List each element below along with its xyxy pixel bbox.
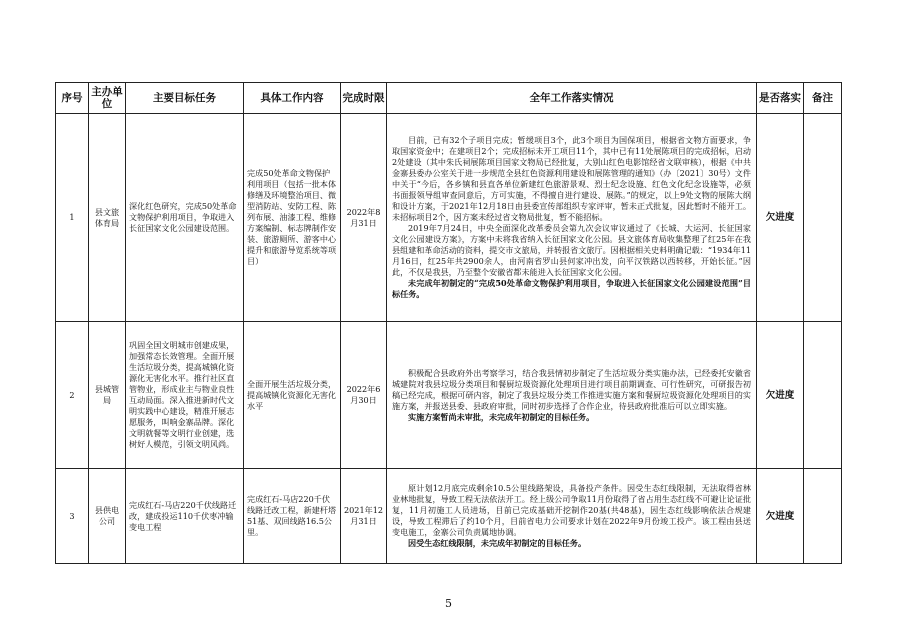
row-unit: 县文旅体育局 [89,114,126,322]
row-deadline: 2022年6月30日 [341,322,387,469]
row-progress [387,114,757,322]
row-seq: 2 [56,322,89,469]
row-status: 欠进度 [757,114,804,322]
row-content: 完成红石-马店220千伏线路迁改工程，新建杆塔51基、双回线路16.5公里。 [244,469,341,564]
header-status: 是否落实 [757,83,804,114]
row-goal: 完成红石-马店220千伏线路迁改，建成投运110千伏枣冲输变电工程 [126,469,244,564]
row-goal: 巩固全国文明城市创建成果，加强常态长效管理。全面开展生活垃圾分类，提高城镇化资源化无害化水平。推行社区直管物业，形成业主与物业良性互动局面。深入推进新时代文明实践中心建设，精准开展志愿服务，叫响金寨品牌。深化文明就餐等文明行业创建，选树好人模范，引领文明风尚。 [126,322,244,469]
row-seq: 3 [56,469,89,564]
header-goal: 主要目标任务 [126,83,244,114]
row-seq: 1 [56,114,89,322]
header-content: 具体工作内容 [244,83,341,114]
header-seq: 序号 [56,83,89,114]
header-deadline: 完成时限 [341,83,387,114]
table-row [56,114,842,322]
header-remark: 备注 [804,83,842,114]
row-remark [804,322,842,469]
row-content: 完成50处革命文物保护利用项目（包括一批本体修缮及环境整治项目、微型消防站、安防工程、陈列布展、油漆工程、维修方案编制、标志牌制作安装、旅游厕所、游客中心提升和旅游导览系统等项目） [244,114,341,322]
header-progress: 全年工作落实情况 [387,83,757,114]
work-progress-table [55,82,842,564]
progress-paragraph: 原计划12月底完成剩余10.5公里线路架设，具备投产条件。因受生态红线限制，无法取得省林业林地批复，导致工程无法依法开工。经上级公司争取11月份取得了省占用生态红线不可避让论证批复，11月初施工人员进场，目前已完成基础开挖制作20基(共48基)，因生态红线影响依法合规建设，导致工程滞后了约10个月，目前省电力公司要求计划在2022年9月份竣工投产。该工程由县送变电施工，金寨公司负责属地协调。 [392,483,751,537]
progress-paragraph: 积极配合县政府外出考察学习，结合我县情初步制定了生活垃圾分类实施办法，已经委托安徽省城建院对我县垃圾分类项目和餐厨垃圾资源化处理项目进行项目前期调查、可行性研究，可研报告初稿已经完成，根据可研内容，制定了我县垃圾分类工作推进实施方案和餐厨垃圾资源化处理项目的实施方案，并报送县委、县政府审批，同时初步选择了合作企业，待县政府批准后可以立即实施。 [392,367,751,411]
row-progress [387,469,757,564]
table-row [56,469,842,564]
progress-conclusion: 实施方案暂尚未审批，未完成年初制定的目标任务。 [408,411,595,422]
row-unit: 县供电公司 [89,469,126,564]
row-deadline: 2021年12月31日 [341,469,387,564]
row-deadline: 2022年8月31日 [341,114,387,322]
row-unit: 县城管局 [89,322,126,469]
row-content: 全面开展生活垃圾分类，提高城镇化资源化无害化水平 [244,322,341,469]
table-row [56,322,842,469]
row-progress [387,322,757,469]
row-remark [804,114,842,322]
progress-conclusion: 因受生态红线限制，未完成年初制定的目标任务。 [408,538,587,548]
row-status: 欠进度 [757,322,804,469]
progress-paragraph: 2019年7月24日，中央全面深化改革委员会第九次会议审议通过了《长城、大运河、长征国家文化公园建设方案》，方案中未将我省纳入长征国家文化公园。县文旅体育局收集整理了红25年在我县组建和革命活动的资料，提交市文旅局，并转报省文旅厅。因根据相关史料明确记载：“1934年11月16日，红25年共2900余人，由河南省罗山县何家冲出发，向平汉铁路以西转移，开始长征。”因此，不仅是我县，乃至整个安徽省都未能进入长征国家文化公园。 [392,223,751,277]
header-unit: 主办单位 [89,83,126,114]
row-goal: 深化红色研究，完成50处革命文物保护利用项目，争取进入长征国家文化公园建设范围。 [126,114,244,322]
progress-paragraph: 目前，已有32个子项目完成；暂缓项目3个，此3个项目为国保项目，根据省文物方面要求，争取国家资金中；在建项目2个；完成招标未开工项目11个，其中已有11处展陈项目的完成招标，启动2处建设（其中朱氏祠展陈项目国家文物局已经批复，大别山红色电影馆经省文联审核），根据《中共金寨县委办公室关于进一步规范全县红色资源利用建设和展陈管理的通知》（办〔2021〕30号）文件中关于“今后，各乡镇和县直各单位新建红色旅游景观、烈士纪念设施、红色文化纪念设施等，必须书面报领导组审查同意后，方可实施，不得擅自进行建设、展陈。”的规定，以上9处文物的展陈大纲和设计方案，于2021年12月18日由县委宣传部组织专家评审，暂未正式批复，因此暂时不能开工。未招标项目2个，因方案未经过省文物局批复，暂不能招标。 [392,135,751,222]
page-number: 5 [445,597,452,610]
header-row [56,83,842,114]
row-remark [804,469,842,564]
row-status: 欠进度 [757,469,804,564]
progress-conclusion: 未完成年初制定的“完成50处革命文物保护利用项目，争取进入长征国家文化公园建设范围”目标任务。 [392,278,751,299]
